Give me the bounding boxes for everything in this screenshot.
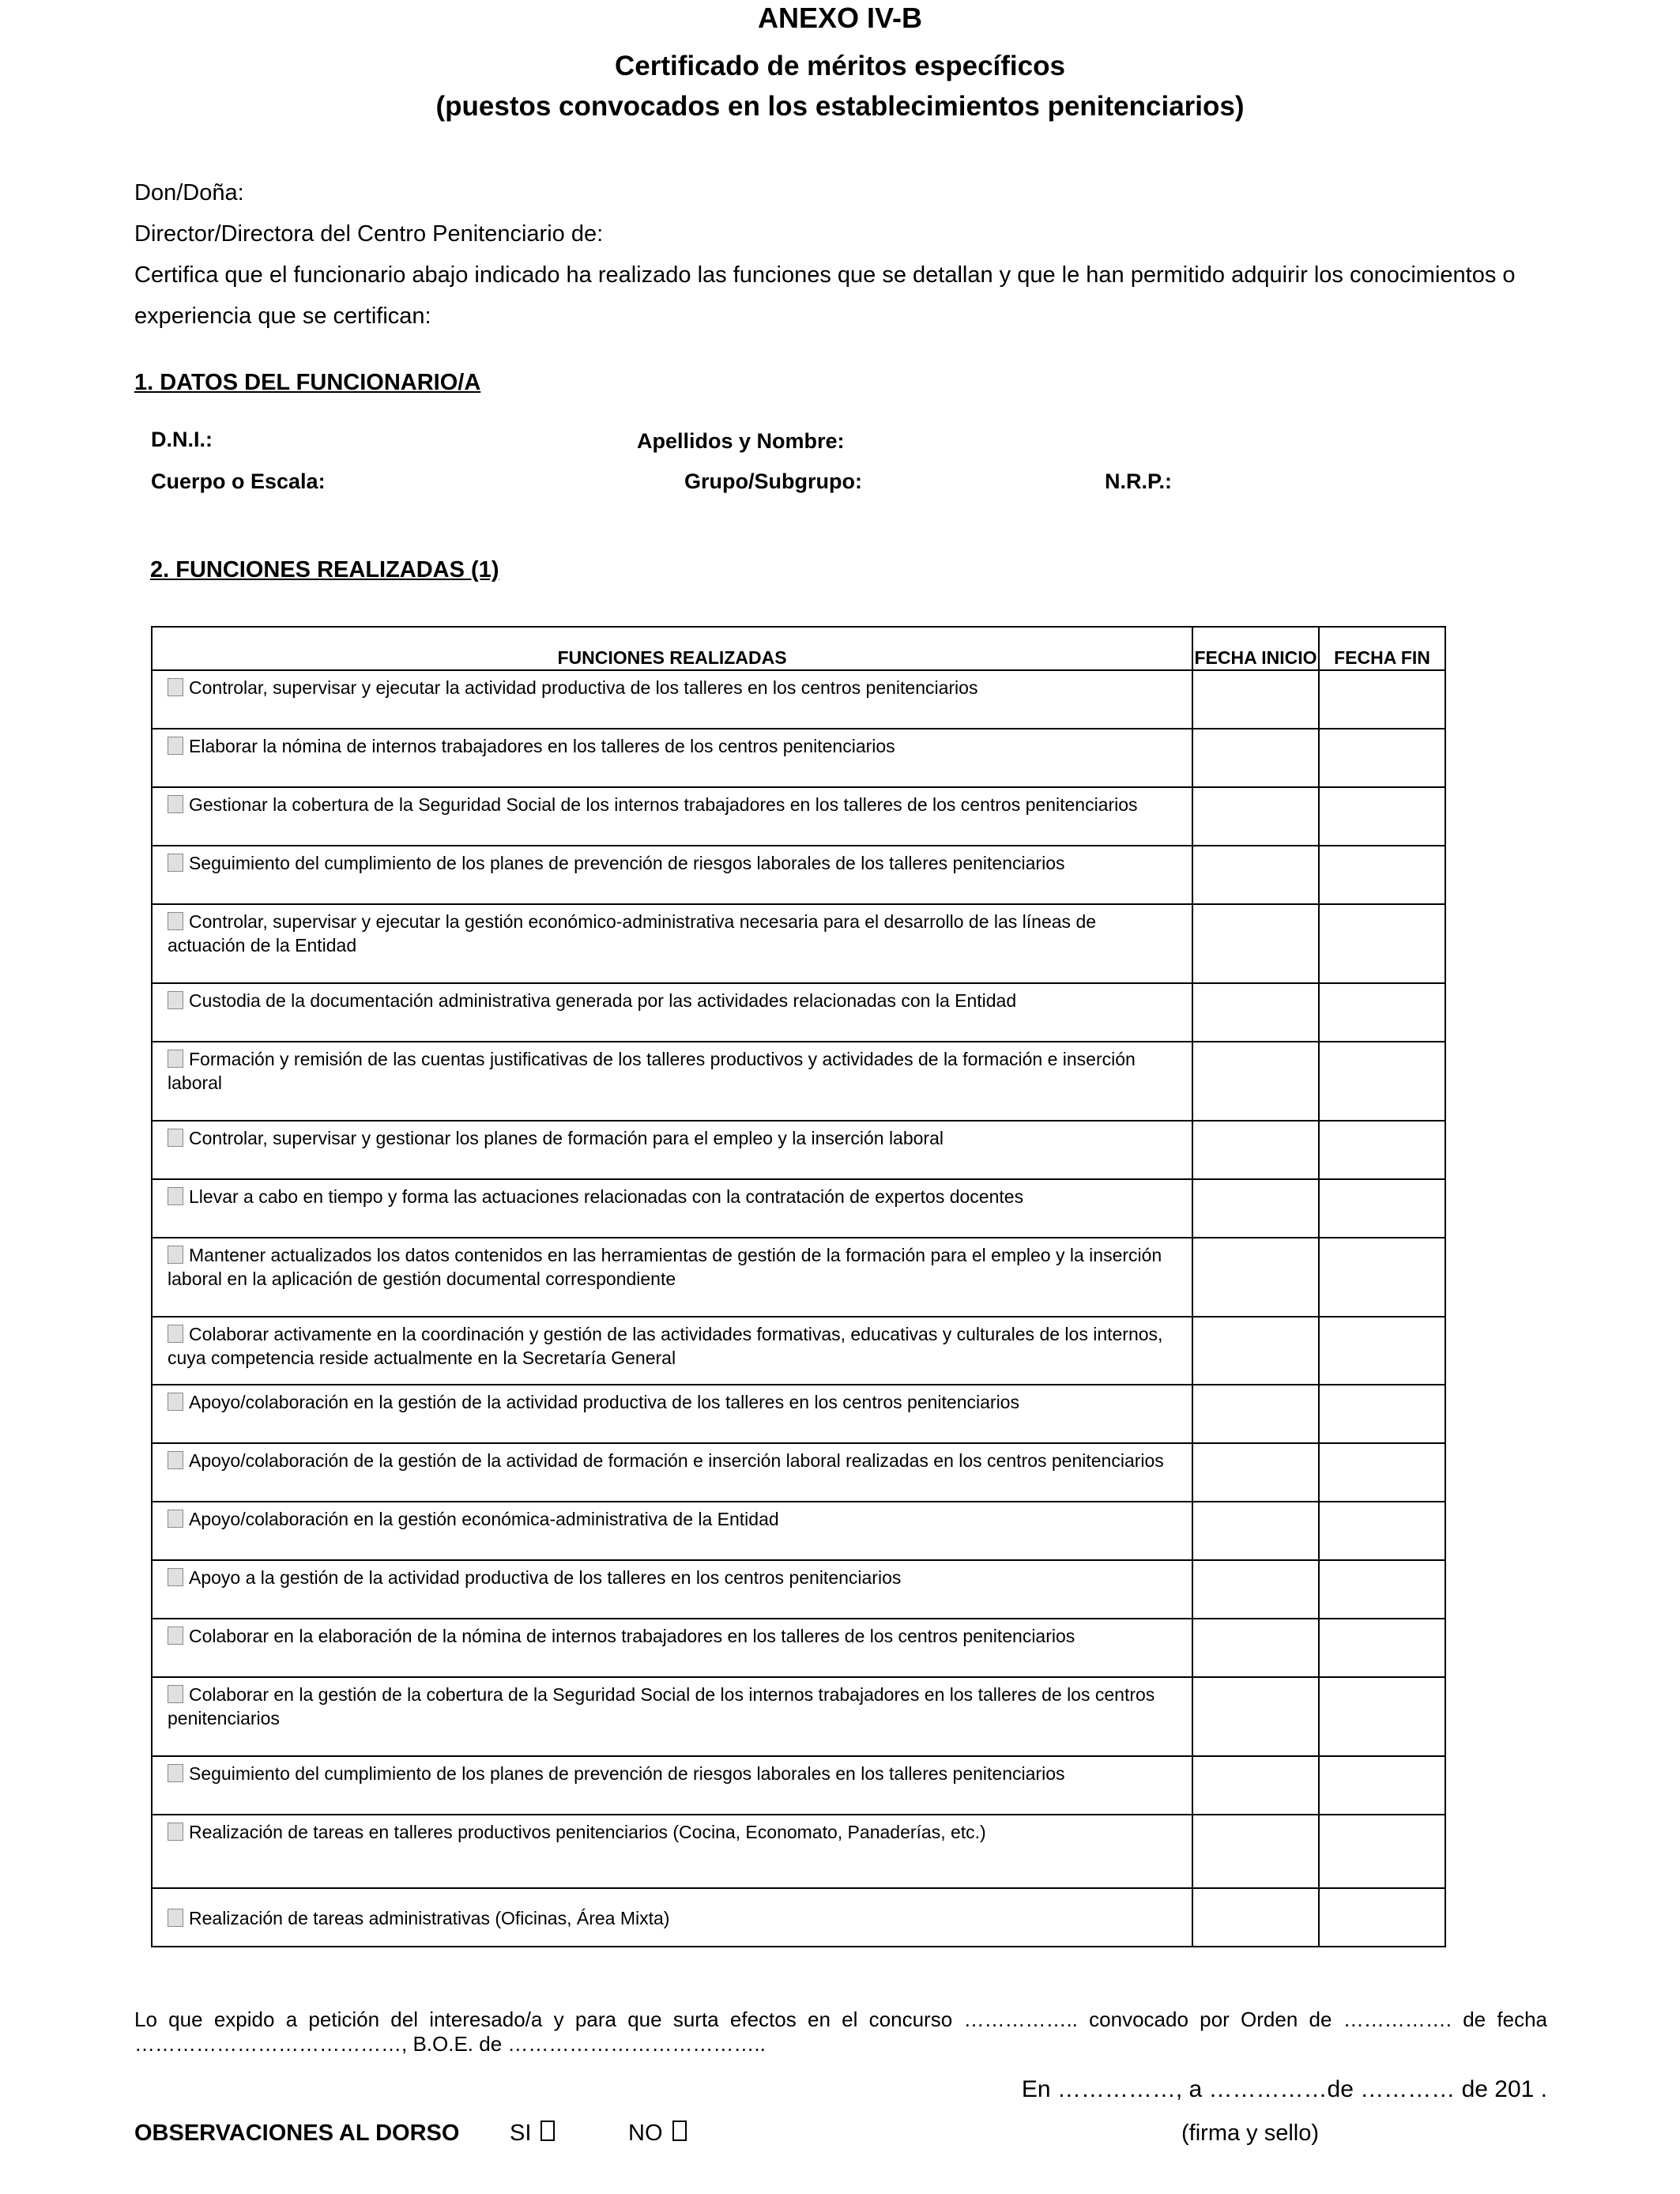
place-date-line: En ……………, a ……………de ………… de 201 . [1021,2076,1547,2102]
col-end-date-label: FECHA FIN [1334,647,1430,668]
start-date-cell[interactable] [1192,1238,1319,1317]
end-date-cell[interactable] [1319,1677,1445,1756]
start-date-cell[interactable] [1192,1619,1319,1677]
name-label: Apellidos y Nombre: [637,429,845,453]
function-cell [152,729,1192,787]
start-date-cell[interactable] [1192,983,1319,1042]
corps-label: Cuerpo o Escala: [151,469,326,493]
nrp-label: N.R.P.: [1105,469,1173,493]
start-date-cell[interactable] [1192,729,1319,787]
function-checkbox[interactable] [168,1909,183,1927]
signature-label: (firma y sello) [1181,2120,1320,2146]
end-date-cell[interactable] [1319,846,1445,904]
function-text: Custodia de la documentación administrativa generada por las actividades relacionadas con la Entidad [189,990,1017,1011]
observations-no [628,2120,687,2147]
function-checkbox[interactable] [168,1568,183,1586]
start-date-cell[interactable] [1192,1385,1319,1443]
function-text: Apoyo/colaboración en la gestión de la actividad productiva de los talleres en los centros penitenciarios [189,1392,1019,1412]
table-row [152,846,1445,904]
function-checkbox[interactable] [168,737,183,755]
section-1-heading: 1. DATOS DEL FUNCIONARIO/A [134,370,481,395]
function-checkbox[interactable] [168,1627,183,1645]
end-date-cell[interactable] [1319,1756,1445,1815]
group-label: Grupo/Subgrupo: [684,469,862,493]
start-date-cell[interactable] [1192,846,1319,904]
end-date-cell[interactable] [1319,787,1445,846]
functions-table [151,626,1446,1947]
function-text: Colaborar activamente en la coordinación y gestión de las actividades formativas, educativas y culturales de los internos, cuya competencia reside actualmente en la Secretaría General [168,1324,1163,1368]
start-date-cell[interactable] [1192,1121,1319,1179]
function-text: Llevar a cabo en tiempo y forma las actuaciones relacionadas con la contratación de expertos docentes [189,1186,1024,1207]
table-row [152,983,1445,1042]
start-date-cell[interactable] [1192,670,1319,729]
yes-checkbox[interactable] [541,2120,555,2141]
function-checkbox[interactable] [168,1685,183,1703]
function-text: Colaborar en la elaboración de la nómina de internos trabajadores en los talleres de los centros penitenciarios [189,1626,1075,1646]
function-text: Apoyo/colaboración en la gestión económica-administrativa de la Entidad [189,1509,779,1529]
table-header-row [152,627,1445,670]
table-row [152,1317,1445,1385]
table-row [152,1888,1445,1947]
function-text: Elaborar la nómina de internos trabajadores en los talleres de los centros penitenciarios [189,736,895,756]
start-date-cell[interactable] [1192,1443,1319,1502]
function-cell [152,1677,1192,1756]
function-checkbox[interactable] [168,1393,183,1411]
end-date-cell[interactable] [1319,1238,1445,1317]
table-row [152,1560,1445,1619]
function-cell [152,1385,1192,1443]
function-cell [152,904,1192,983]
function-cell [152,1560,1192,1619]
start-date-cell[interactable] [1192,787,1319,846]
start-date-cell[interactable] [1192,1042,1319,1121]
function-checkbox[interactable] [168,1129,183,1147]
end-date-cell[interactable] [1319,1888,1445,1947]
table-row [152,787,1445,846]
start-date-cell[interactable] [1192,1179,1319,1238]
end-date-cell[interactable] [1319,1121,1445,1179]
function-checkbox[interactable] [168,1246,183,1264]
intro-don-dona: Don/Doña: [134,180,244,205]
col-end-date-header [1319,627,1445,670]
col-start-date-header [1192,627,1319,670]
no-label: NO [628,2120,663,2146]
intro-director: Director/Directora del Centro Penitenciario de: [134,221,604,247]
function-text: Controlar, supervisar y ejecutar la actividad productiva de los talleres en los centros penitenciarios [189,677,978,698]
function-text: Mantener actualizados los datos contenidos en las herramientas de gestión de la formación para el empleo y la inserción laboral en la aplicación de gestión documental correspondiente [168,1245,1162,1289]
dni-label: D.N.I.: [151,428,213,451]
end-date-cell[interactable] [1319,1815,1445,1888]
table-row [152,1677,1445,1756]
end-date-cell[interactable] [1319,1619,1445,1677]
table-row [152,1502,1445,1560]
function-cell [152,1502,1192,1560]
table-row [152,1385,1445,1443]
document-title: Certificado de méritos específicos [615,51,1065,81]
function-checkbox[interactable] [168,1823,183,1841]
observations-label: OBSERVACIONES AL DORSO [134,2120,460,2146]
table-row [152,1443,1445,1502]
intro-certifica: Certifica que el funcionario abajo indicado ha realizado las funciones que se detallan y que le han permitido adquirir los conocimientos o experiencia que se certifican: [134,262,1516,329]
function-checkbox[interactable] [168,1050,183,1068]
section-2-heading: 2. FUNCIONES REALIZADAS (1) [150,557,499,582]
start-date-cell[interactable] [1192,1756,1319,1815]
table-row [152,1815,1445,1888]
start-date-cell[interactable] [1192,904,1319,983]
function-cell [152,1317,1192,1385]
function-cell [152,846,1192,904]
function-cell [152,1238,1192,1317]
function-cell [152,1042,1192,1121]
function-cell [152,1815,1192,1888]
function-text: Seguimiento del cumplimiento de los planes de prevención de riesgos laborales en los talleres penitenciarios [189,1763,1065,1784]
function-text: Controlar, supervisar y ejecutar la gestión económico-administrativa necesaria para el desarrollo de las líneas de actuación de la Entidad [168,911,1097,956]
function-checkbox[interactable] [168,854,183,872]
col-functions-header: FUNCIONES REALIZADAS [152,627,1192,670]
function-cell [152,1756,1192,1815]
yes-label: SI [510,2120,532,2146]
function-text: Realización de tareas administrativas (Oficinas, Área Mixta) [189,1908,670,1928]
end-date-cell[interactable] [1319,983,1445,1042]
table-row [152,1238,1445,1317]
end-date-cell[interactable] [1319,904,1445,983]
function-checkbox[interactable] [168,795,183,813]
start-date-cell[interactable] [1192,1677,1319,1756]
closing-statement: Lo que expido a petición del interesado/a y para que surta efectos en el concurso …………….. convocado por Orden de ……………. de fecha …………………………………, B.O.E. de ……………………………….. [134,2007,1547,2056]
no-checkbox[interactable] [672,2120,687,2141]
table-row [152,1619,1445,1677]
function-text: Seguimiento del cumplimiento de los planes de prevención de riesgos laborales de los talleres penitenciarios [189,853,1065,873]
function-checkbox[interactable] [168,1325,183,1343]
end-date-cell[interactable] [1319,1443,1445,1502]
table-row [152,1179,1445,1238]
table-row [152,1756,1445,1815]
function-cell [152,1179,1192,1238]
table-row [152,1121,1445,1179]
document-subtitle: (puestos convocados en los establecimientos penitenciarios) [435,91,1245,122]
end-date-cell[interactable] [1319,1560,1445,1619]
end-date-cell[interactable] [1319,1179,1445,1238]
end-date-cell[interactable] [1319,1317,1445,1385]
function-checkbox[interactable] [168,1764,183,1782]
table-row [152,729,1445,787]
function-checkbox[interactable] [168,991,183,1009]
start-date-cell[interactable] [1192,1317,1319,1385]
col-start-date-label: FECHA INICIO [1194,647,1317,668]
end-date-cell[interactable] [1319,1502,1445,1560]
function-cell [152,1888,1192,1947]
start-date-cell[interactable] [1192,1888,1319,1947]
function-cell [152,787,1192,846]
end-date-cell[interactable] [1319,1385,1445,1443]
function-text: Controlar, supervisar y gestionar los planes de formación para el empleo y la inserción laboral [189,1128,944,1148]
start-date-cell[interactable] [1192,1815,1319,1888]
function-text: Gestionar la cobertura de la Seguridad Social de los internos trabajadores en los talleres de los centros penitenciarios [189,794,1138,815]
table-row [152,904,1445,983]
function-checkbox[interactable] [168,912,183,930]
table-row [152,670,1445,729]
function-cell [152,1619,1192,1677]
observations-yes [510,2120,555,2147]
annex-title: ANEXO IV-B [757,2,923,34]
function-checkbox[interactable] [168,1510,183,1528]
table-row [152,1042,1445,1121]
function-text: Apoyo a la gestión de la actividad productiva de los talleres en los centros penitenciarios [189,1567,902,1588]
end-date-cell[interactable] [1319,1042,1445,1121]
function-text: Formación y remisión de las cuentas justificativas de los talleres productivos y actividades de la formación e inserción laboral [168,1049,1136,1093]
function-cell [152,1121,1192,1179]
function-text: Apoyo/colaboración de la gestión de la actividad de formación e inserción laboral realizadas en los centros penitenciarios [189,1450,1164,1471]
function-checkbox[interactable] [168,678,183,696]
start-date-cell[interactable] [1192,1560,1319,1619]
function-cell [152,983,1192,1042]
end-date-cell[interactable] [1319,729,1445,787]
end-date-cell[interactable] [1319,670,1445,729]
function-cell [152,1443,1192,1502]
function-checkbox[interactable] [168,1187,183,1205]
start-date-cell[interactable] [1192,1502,1319,1560]
intro-block [134,172,1547,337]
function-text: Colaborar en la gestión de la cobertura de la Seguridad Social de los internos trabajadores en los talleres de los centros penitenciarios [168,1684,1155,1728]
function-checkbox[interactable] [168,1451,183,1469]
function-text: Realización de tareas en talleres productivos penitenciarios (Cocina, Economato, Panaderías, etc.) [189,1822,986,1842]
function-cell [152,670,1192,729]
